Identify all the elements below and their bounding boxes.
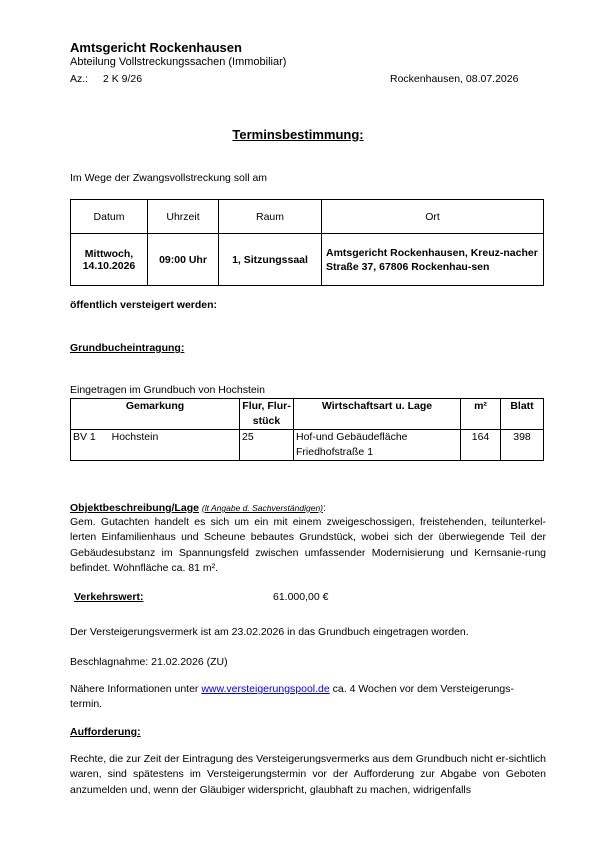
aufforderung-heading: Aufforderung: — [70, 726, 141, 738]
grundbuch-table — [70, 398, 544, 461]
header-ort: Ort — [322, 200, 544, 234]
verkehrswert-label: Verkehrswert: — [74, 591, 144, 603]
grundbuch-gemarkung: Hochstein — [111, 431, 159, 443]
termin-table — [70, 199, 544, 286]
department: Abteilung Vollstreckungssachen (Immobiliar) — [70, 56, 287, 68]
header-raum: Raum — [219, 200, 322, 234]
termin-table-row — [71, 234, 544, 286]
az-value: 2 K 9/26 — [103, 73, 143, 85]
court-name: Amtsgericht Rockenhausen — [70, 40, 242, 55]
termin-uhrzeit: 09:00 Uhr — [148, 234, 219, 286]
header-m2: m² — [461, 399, 501, 430]
grundbuch-cell-wirtschaftsart — [294, 430, 461, 461]
header-wirtschaftsart: Wirtschaftsart u. Lage — [294, 399, 461, 430]
az-label: Az.: — [70, 73, 89, 85]
grundbuch-wirtschaftsart: Hof-und Gebäudefläche — [296, 431, 408, 443]
header-uhrzeit: Uhrzeit — [148, 200, 219, 234]
grundbuch-cell-gemarkung — [71, 430, 240, 461]
header-datum: Datum — [71, 200, 148, 234]
objekt-heading: Objektbeschreibung/Lage — [70, 502, 199, 514]
grundbuch-m2: 164 — [461, 430, 501, 461]
grundbuch-blatt: 398 — [501, 430, 544, 461]
grundbuch-table-header — [71, 399, 544, 430]
objekt-colon: : — [323, 502, 326, 514]
vermerk-text: Der Versteigerungsvermerk ist am 23.02.2026 in das Grundbuch eingetragen worden. — [70, 626, 469, 638]
verkehrswert-value: 61.000,00 € — [273, 591, 329, 603]
intro-text: Im Wege der Zwangsvollstreckung soll am — [70, 172, 268, 184]
beschlagnahme-text: Beschlagnahme: 21.02.2026 (ZU) — [70, 656, 228, 668]
header-blatt: Blatt — [501, 399, 544, 430]
info-text — [70, 682, 546, 713]
header-flurstueck: Flur, Flur-stück — [240, 399, 294, 430]
grundbuch-intro: Eingetragen im Grundbuch von Hochstein — [70, 384, 265, 396]
grundbuch-heading: Grundbucheintragung: — [70, 342, 185, 354]
grundbuch-table-row — [71, 430, 544, 461]
termin-table-header — [71, 200, 544, 234]
termin-raum: 1, Sitzungssaal — [219, 234, 322, 286]
objekt-note: (lt Angabe d. Sachverständigen) — [201, 503, 323, 513]
place-date: Rockenhausen, 08.07.2026 — [390, 73, 519, 85]
info-before: Nähere Informationen unter — [70, 683, 202, 695]
versteigert-text: öffentlich versteigert werden: — [70, 299, 218, 311]
info-after: ca. 4 Wochen vor dem Versteigerungs-termin. — [70, 683, 514, 711]
grundbuch-flurstueck: 25 — [240, 430, 294, 461]
termin-datum: Mittwoch, 14.10.2026 — [71, 234, 148, 286]
header-gemarkung: Gemarkung — [71, 399, 240, 430]
aufforderung-text: Rechte, die zur Zeit der Eintragung des Versteigerungsvermerks aus dem Grundbuch nicht er-sichtlich waren, sind spätestens im Versteigerungstermin vor der Aufforderung zur Abgabe von Geboten anzumelden und, wenn der Gläubiger widerspricht, glaubhaft zu machen, widrigenfalls — [70, 753, 546, 796]
termin-ort: Amtsgericht Rockenhausen, Kreuz-nacher Straße 37, 67806 Rockenhau-sen — [322, 234, 544, 286]
objekt-text: Gem. Gutachten handelt es sich um ein mit einem zweigeschossigen, freistehenden, teilunterkel-lerten Einfamilienhaus und Scheune bebautes Grundstück, wobei sich der überwiegende Teil der Gebäudesubstanz im Spannungsfeld zwischen umfassender Modernisierung und Kernsanie-rung befindet. Wohnfläche ca. 81 m². — [70, 516, 546, 575]
grundbuch-lage: Friedhofstraße 1 — [296, 446, 374, 458]
grundbuch-bv: BV 1 — [73, 431, 96, 443]
page-title: Terminsbestimmung: — [232, 127, 364, 142]
versteigerungspool-link[interactable]: www.versteigerungspool.de — [201, 683, 330, 695]
